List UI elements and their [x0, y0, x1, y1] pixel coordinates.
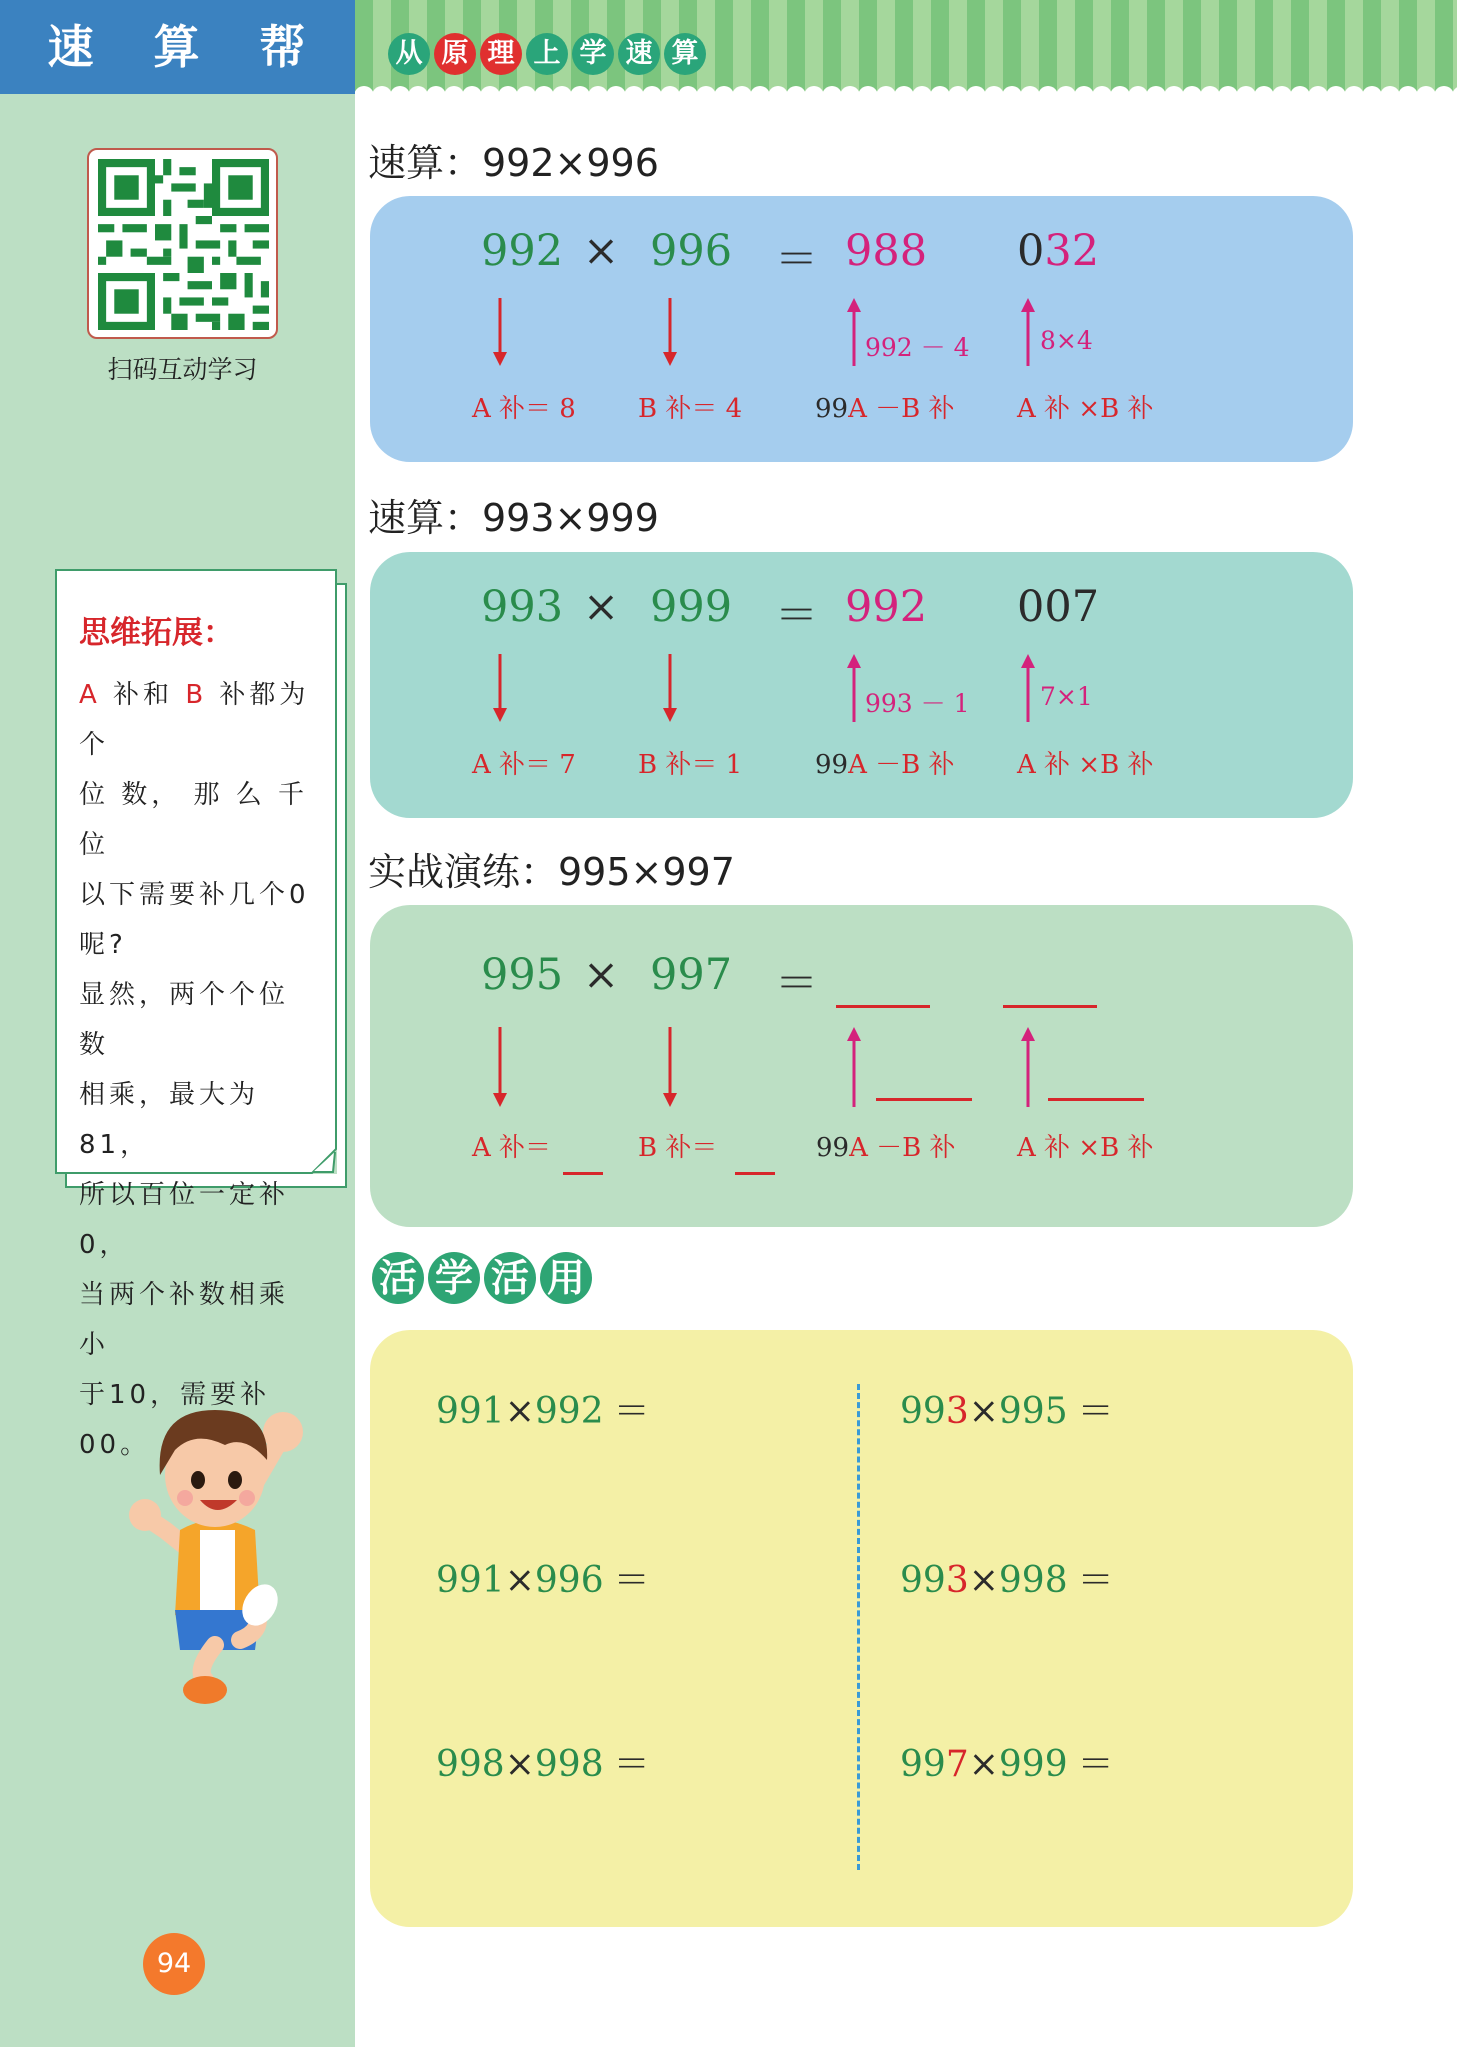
note-line: 显然，两个个位数	[79, 980, 290, 1060]
a-complement-label: A 补＝ 7	[472, 750, 576, 780]
times-sign: ×	[583, 582, 620, 632]
multiplicand: 995	[481, 950, 564, 1000]
hint-right: 8×4	[1040, 326, 1093, 355]
formula-right: A 补 ×B 补	[1017, 750, 1154, 780]
multiplicand: 992	[481, 226, 564, 276]
a-complement-label: A 补＝ 8	[472, 394, 576, 424]
note-title: 思维拓展：	[79, 615, 234, 651]
subtitle-char: 原	[434, 33, 476, 75]
cartoon-boy-illustration	[95, 1380, 315, 1730]
a-complement-blank[interactable]	[563, 1172, 603, 1175]
up-arrow-icon	[844, 298, 864, 366]
down-arrow-icon	[660, 654, 680, 722]
up-arrow-icon	[1018, 1027, 1038, 1107]
equals-sign: ＝	[775, 235, 818, 285]
down-arrow-icon	[490, 298, 510, 366]
multiplier: 996	[650, 226, 733, 276]
hint-left: 993 － 1	[865, 689, 970, 718]
hint-right: 7×1	[1040, 682, 1093, 711]
practice-expression: 991×992 ＝	[436, 1391, 650, 1432]
tag-char: 学	[428, 1252, 480, 1304]
subtitle-char: 理	[480, 33, 522, 75]
practice-expression: 998×998 ＝	[436, 1744, 650, 1785]
answer-blank-hint-left[interactable]	[876, 1098, 972, 1101]
formula-left: 99A －B 补	[816, 1133, 956, 1163]
practice-tag	[372, 1252, 592, 1304]
times-sign: ×	[583, 226, 620, 276]
down-arrow-icon	[490, 654, 510, 722]
note-line: 呢?	[79, 930, 127, 960]
note-line: 以下需要补几个0	[79, 880, 310, 910]
practice-expression: 991×996 ＝	[436, 1560, 650, 1601]
times-sign: ×	[583, 950, 620, 1000]
b-complement-label: B 补＝	[638, 1133, 718, 1163]
qr-code-icon	[98, 159, 269, 330]
equals-sign: ＝	[775, 591, 818, 641]
b-complement-label: B 补＝ 1	[638, 750, 743, 780]
practice-expression: 997×999 ＝	[900, 1744, 1114, 1785]
thinking-note	[55, 569, 337, 1460]
note-line: 所以百位一定补0，	[79, 1180, 290, 1260]
tag-char: 用	[540, 1252, 592, 1304]
formula-left: 99A －B 补	[815, 750, 955, 780]
note-body	[79, 670, 317, 1470]
formula-right: A 补 ×B 补	[1017, 394, 1154, 424]
subtitle-char: 算	[664, 33, 706, 75]
result-right: 032	[1017, 226, 1100, 276]
b-complement-label: B 补＝ 4	[638, 394, 743, 424]
subtitle-char: 速	[618, 33, 660, 75]
down-arrow-icon	[660, 1027, 680, 1107]
practice-expression: 993×998 ＝	[900, 1560, 1114, 1601]
multiplier: 999	[650, 582, 733, 632]
subtitle-char: 学	[572, 33, 614, 75]
practice-expression: 993×995 ＝	[900, 1391, 1114, 1432]
note-line: 相乘，最大为81，	[79, 1080, 260, 1160]
note-line: 于10，需要补00。	[79, 1380, 271, 1460]
up-arrow-icon	[1018, 298, 1038, 366]
answer-blank-hint-right[interactable]	[1048, 1098, 1144, 1101]
example3-heading: 实战演练：995×997	[368, 850, 735, 894]
up-arrow-icon	[844, 654, 864, 722]
answer-blank-left[interactable]	[836, 1005, 930, 1008]
answer-blank-right[interactable]	[1003, 1005, 1097, 1008]
tag-char: 活	[372, 1252, 424, 1304]
formula-left: 99A －B 补	[815, 394, 955, 424]
example2-heading: 速算：993×999	[368, 496, 659, 540]
hint-left: 992 － 4	[865, 333, 970, 362]
equals-sign: ＝	[775, 959, 818, 1009]
tag-char: 活	[484, 1252, 536, 1304]
page-fold-icon	[311, 1148, 337, 1174]
note-line: 当两个补数相乘小	[79, 1280, 290, 1360]
example2-card	[370, 552, 1353, 818]
example3-card	[370, 905, 1353, 1227]
qr-code[interactable]	[87, 148, 278, 339]
result-left: 988	[845, 226, 928, 276]
up-arrow-icon	[1018, 654, 1038, 722]
result-left: 992	[845, 582, 928, 632]
subtitle-char: 上	[526, 33, 568, 75]
header-subtitle	[388, 33, 706, 75]
note-line: 位 数， 那 么 千 位	[79, 780, 309, 860]
multiplicand: 993	[481, 582, 564, 632]
subtitle-char: 从	[388, 33, 430, 75]
brand-title: 速 算 帮	[0, 0, 355, 94]
down-arrow-icon	[660, 298, 680, 366]
example1-heading: 速算：992×996	[368, 141, 659, 185]
qr-caption: 扫码互动学习	[107, 355, 258, 384]
up-arrow-icon	[844, 1027, 864, 1107]
formula-right: A 补 ×B 补	[1017, 1133, 1154, 1163]
scallop-edge	[355, 76, 1457, 94]
result-right: 007	[1017, 582, 1100, 632]
a-complement-label: A 补＝	[472, 1133, 552, 1163]
down-arrow-icon	[490, 1027, 510, 1107]
dashed-divider	[857, 1384, 860, 1870]
page-number: 94	[143, 1933, 205, 1995]
example1-card	[370, 196, 1353, 462]
b-complement-blank[interactable]	[735, 1172, 775, 1175]
multiplier: 997	[650, 950, 733, 1000]
note-line: A 补和 B 补都为个	[79, 680, 310, 760]
